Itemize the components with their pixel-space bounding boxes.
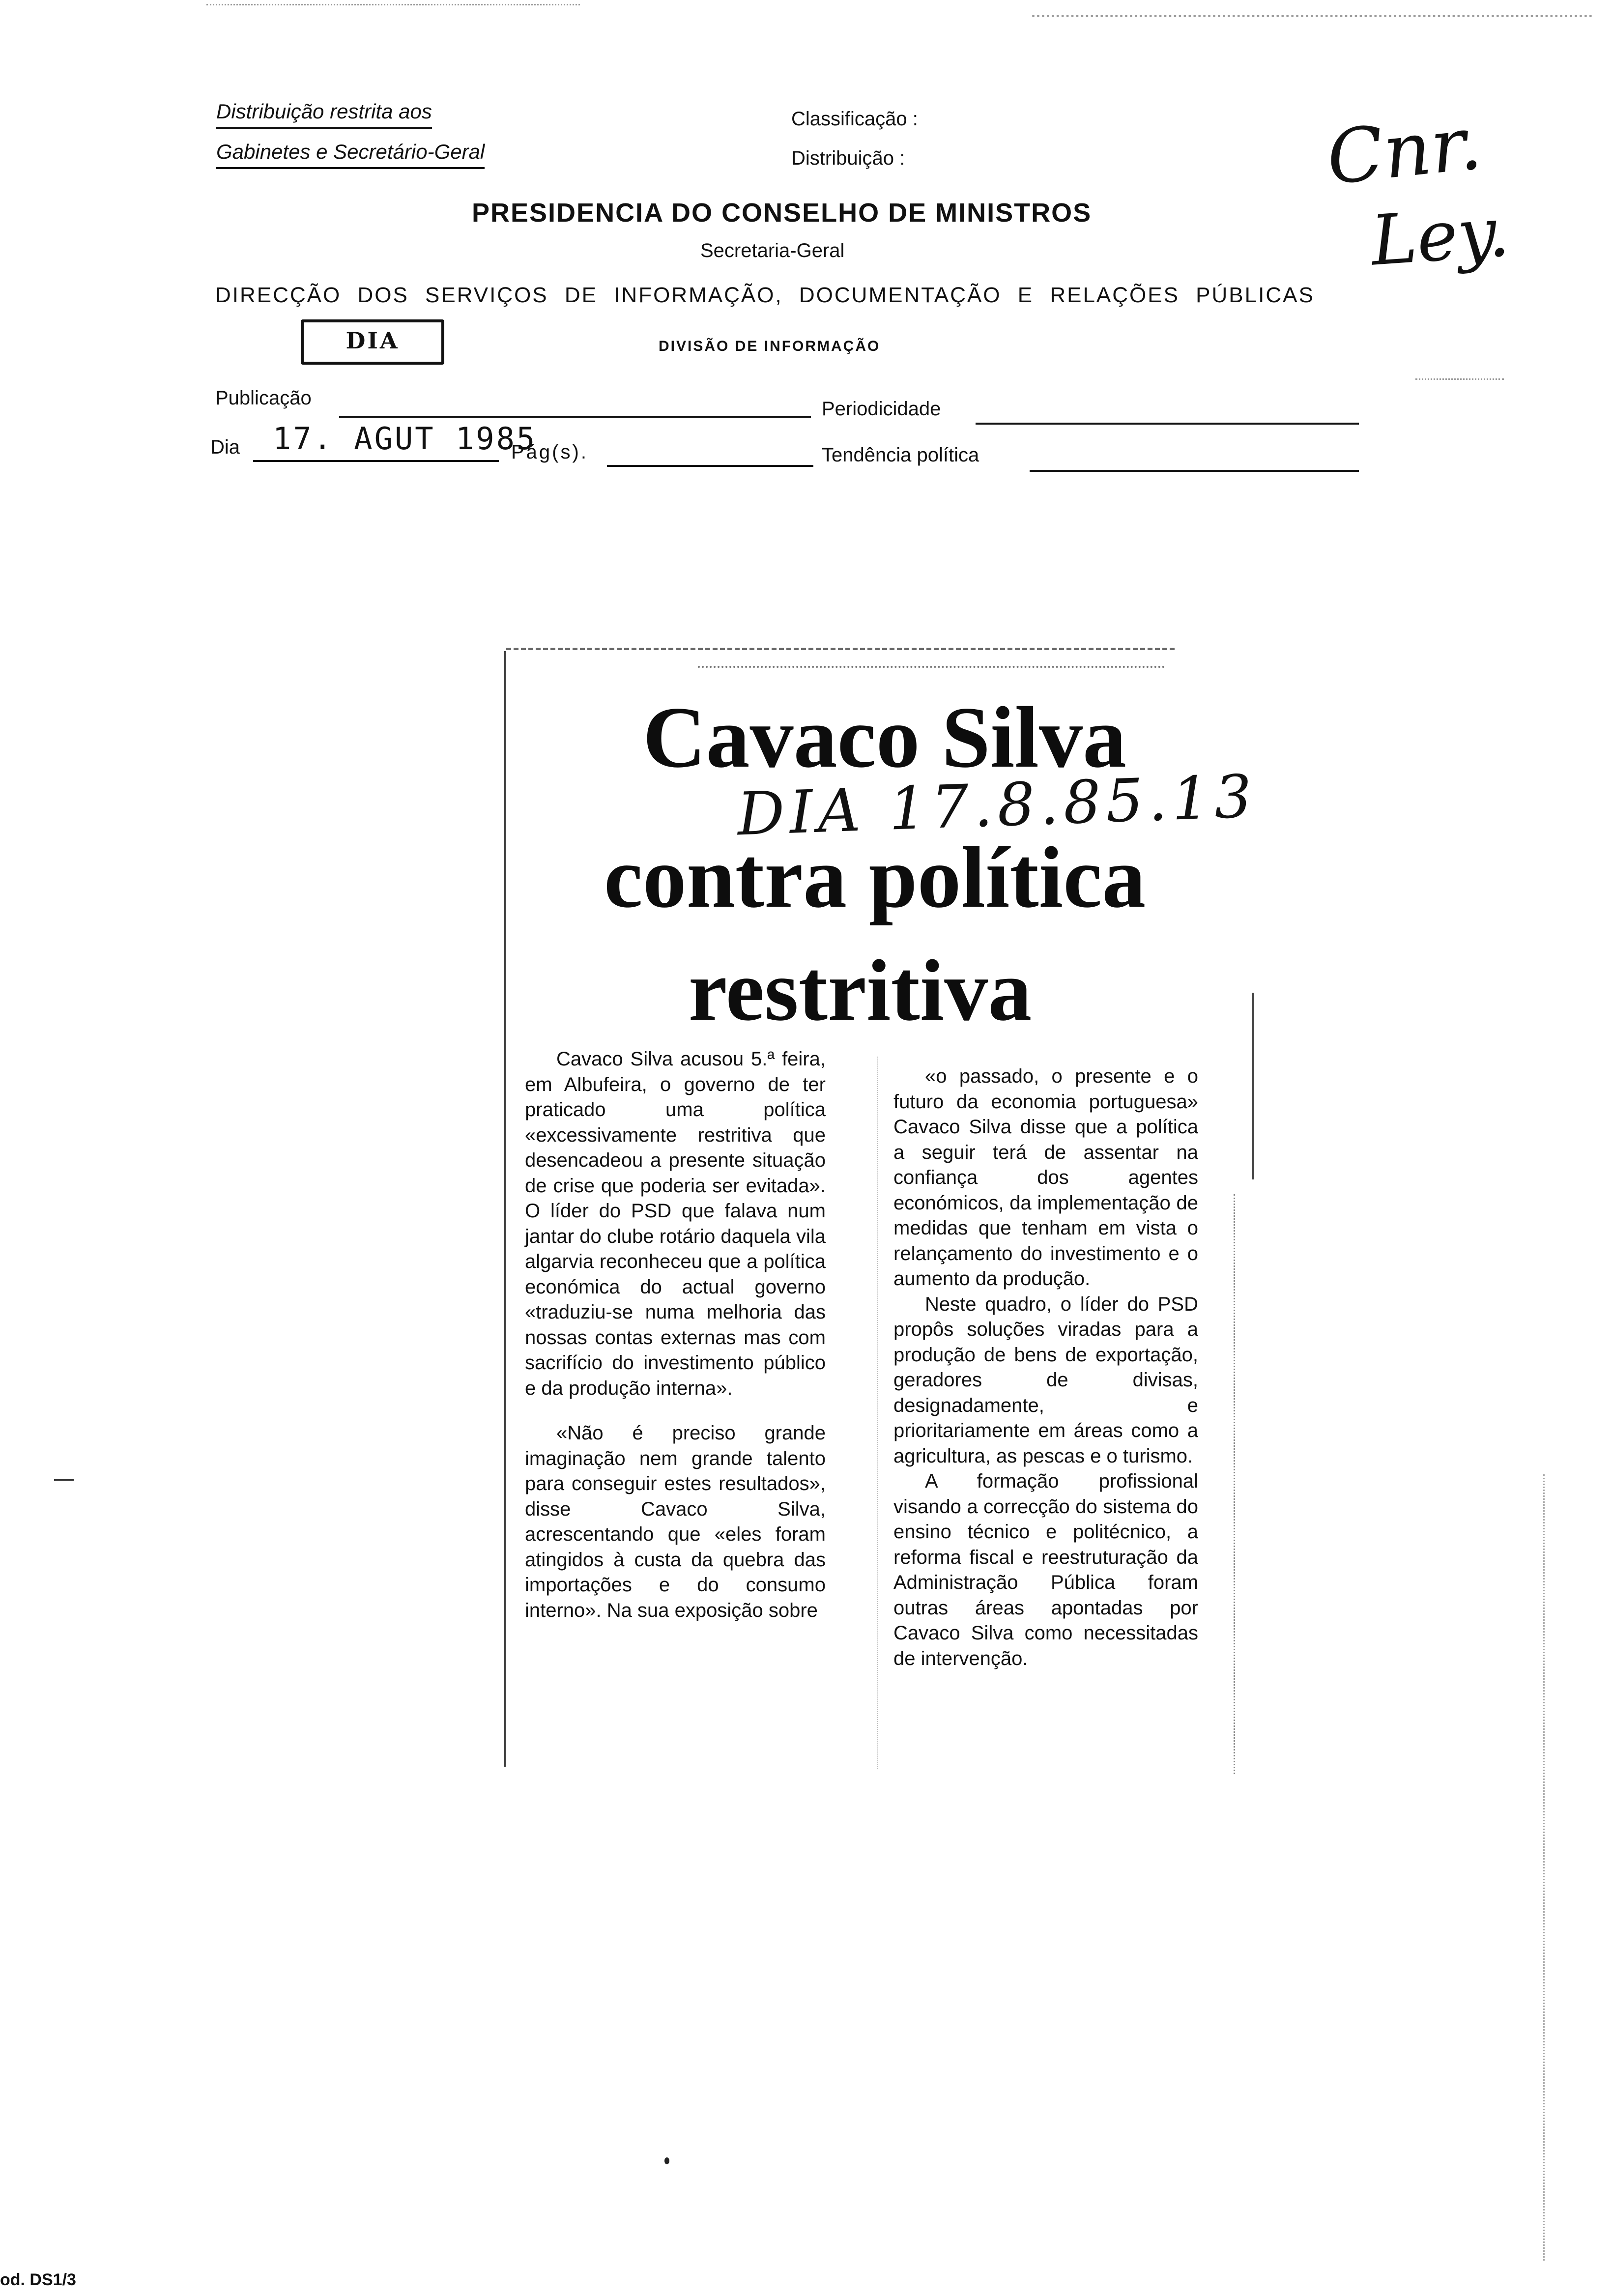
handwritten-note-line-1: Cnr. — [1323, 100, 1486, 201]
periodicidade-label: Periodicidade — [822, 398, 941, 420]
tendencia-line — [1030, 470, 1359, 472]
column-1-paragraph-1: Cavaco Silva acusou 5.ª feira, em Albufeira, o governo de ter praticado uma política «excessivamente restritiva que desencadeou a presente situação de crise que poderia ser evitada». O líder do PSD que falava num jantar do clube rotário daquela vila algarvia reconheceu que a política económica do actual governo «traduziu-se numa melhoria das nossas contas externas mas com sacrifício do investimento público e da produção interna». — [525, 1048, 826, 1399]
publicacao-line — [339, 416, 811, 418]
pags-line — [607, 465, 813, 467]
divisao-informacao: DIVISÃO DE INFORMAÇÃO — [659, 338, 881, 354]
dia-date-value: 17. AGUT 1985 — [273, 421, 537, 457]
periodicidade-line — [976, 423, 1359, 425]
presidency-title: PRESIDENCIA DO CONSELHO DE MINISTROS — [472, 198, 1092, 228]
headline-line-3: restritiva — [688, 942, 1032, 1039]
restriction-line-1: Distribuição restrita aos — [216, 98, 432, 129]
handwritten-note-line-2: Ley. — [1368, 192, 1512, 282]
column-divider-dots — [877, 1057, 878, 1769]
handwritten-clipping-note: DIA 17.8.85.13 — [736, 762, 1258, 849]
scan-noise-top-left — [206, 4, 580, 5]
distribuicao-label: Distribuição : — [791, 147, 905, 169]
tendencia-label: Tendência política — [822, 444, 979, 466]
publicacao-label: Publicação — [215, 387, 312, 409]
dia-line — [253, 460, 499, 462]
classificacao-label: Classificação : — [791, 108, 918, 130]
article-column-1 — [525, 1047, 826, 1623]
secretaria-geral: Secretaria-Geral — [700, 240, 845, 261]
dia-stamp: DIA — [301, 319, 444, 365]
pags-label: Pág(s). — [511, 441, 588, 463]
stray-dot — [664, 2157, 669, 2164]
stray-dash — [54, 1479, 74, 1481]
clipping-top-border-2 — [698, 666, 1165, 668]
clipping-top-border — [506, 648, 1175, 650]
scan-noise-right-edge — [1543, 1474, 1545, 2261]
clipping-right-border-dotted — [1234, 1194, 1235, 1774]
headline-line-2: contra política — [604, 829, 1146, 926]
column-2-paragraph-1: «o passado, o presente e o futuro da economia portuguesa» Cavaco Silva disse que a política a seguir terá de assentar na confiança dos agentes económicos, da implementação de medidas que tenham em vista o relançamento do investimento e o aumento da produção. — [893, 1065, 1198, 1290]
column-2-paragraph-2: Neste quadro, o líder do PSD propôs soluções viradas para a produção de bens de exportação, geradores de divisas, designadamente, e prioritariamente em áreas como a agricultura, as pescas e o turismo. — [893, 1293, 1198, 1467]
clipping-right-border — [1252, 993, 1254, 1179]
clipping-left-border — [504, 651, 506, 1767]
column-1-paragraph-2: «Não é preciso grande imaginação nem grande talento para conseguir estes resultados», disse Cavaco Silva, acrescentando que «eles foram atingidos à custa da quebra das importações e do consumo interno». Na sua exposição sobre — [525, 1422, 826, 1621]
headline-line-1: Cavaco Silva — [643, 689, 1126, 786]
direccao-servicos-title: DIRECÇÃO DOS SERVIÇOS DE INFORMAÇÃO, DOCUMENTAÇÃO E RELAÇÕES PÚBLICAS — [215, 283, 1315, 307]
scan-noise-top-right — [1032, 15, 1592, 17]
restriction-line-2: Gabinetes e Secretário-Geral — [216, 139, 485, 169]
dia-label: Dia — [210, 436, 240, 458]
form-code: od. DS1/3 — [0, 2270, 76, 2289]
column-2-paragraph-3: A formação profissional visando a correcção do sistema do ensino técnico e politécnico, a reforma fiscal e reestruturação da Administração Pública foram outras áreas apontadas por Cavaco Silva como necessitadas de intervenção. — [893, 1470, 1198, 1669]
article-column-2 — [893, 1064, 1198, 1671]
distribution-restriction-note — [216, 98, 560, 169]
scan-noise-form-right — [1415, 378, 1504, 380]
